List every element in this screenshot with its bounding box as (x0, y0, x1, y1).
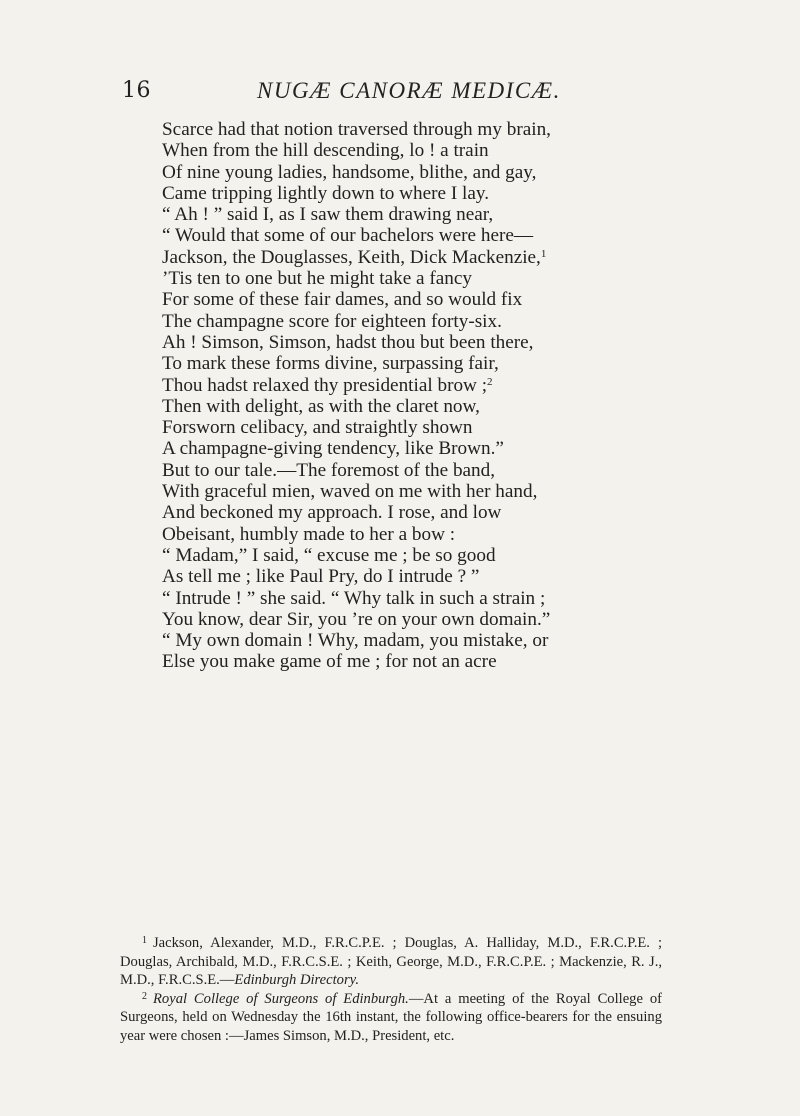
running-title: NUGÆ CANORÆ MEDICÆ. (257, 78, 561, 103)
footnotes (120, 934, 662, 1045)
poem-line: Obeisant, humbly made to her a bow : (162, 523, 456, 545)
footnote-text: —At a meeting of the Royal College of Surgeons, held on Wednesday the 16th instant, the following office-bearers for the ensuing year were chosen :—James Simson, M.D., President, etc. (120, 990, 662, 1044)
poem-line: Scarce had that notion traversed through my brain, (162, 119, 551, 140)
poem-line: “ Intrude ! ” she said. “ Why talk in such a strain ; (162, 587, 546, 609)
footnote-source: Edinburgh Directory. (234, 972, 359, 988)
poem-line: To mark these forms divine, surpassing fair, (162, 353, 499, 375)
poem-line: Of nine young ladies, handsome, blithe, and gay, (162, 161, 537, 183)
footnote-text: Jackson, Alexander, M.D., F.R.C.P.E. ; Douglas, A. Halliday, M.D., F.R.C.P.E. ; Douglas, Archibald, M.D., F.R.C.S.E. ; Keith, George, M.D., F.R.C.P.E. ; Mackenzie, R. J., M.D., F.R.C.S.E.— (120, 935, 662, 988)
poem-line: “ Madam,” I said, “ excuse me ; be so good (162, 544, 496, 566)
footnote-number: 2 (142, 990, 147, 1002)
poem-line: Ah ! Simson, Simson, hadst thou but been there, (162, 331, 534, 353)
poem-text (162, 119, 662, 673)
poem-line: “ Would that some of our bachelors were here— (162, 225, 534, 247)
poem-line: The champagne score for eighteen forty-six. (162, 310, 502, 332)
poem-line: And beckoned my approach. I rose, and low (162, 502, 502, 524)
poem-line: A champagne-giving tendency, like Brown.” (162, 438, 504, 460)
poem-line: Thou hadst relaxed thy presidential brow ;$^2$ (162, 374, 493, 396)
page-number: 16 (122, 78, 151, 103)
poem-line: “ My own domain ! Why, madam, you mistake, or (162, 630, 549, 652)
poem-line: Came tripping lightly down to where I lay. (162, 182, 490, 204)
running-head (122, 78, 662, 108)
poem-line: Forsworn celibacy, and straightly shown (162, 417, 473, 439)
poem-line: For some of these fair dames, and so would fix (162, 289, 523, 311)
footnote-number: 1 (142, 935, 147, 946)
footnote-source: Royal College of Surgeons of Edinburgh. (153, 990, 409, 1007)
footnote-ref[interactable]: 1 (540, 247, 547, 260)
poem-line: But to our tale.—The foremost of the band, (162, 459, 496, 481)
poem-line: When from the hill descending, lo ! a train (162, 140, 489, 162)
footnote-1 (120, 934, 662, 990)
footnote-2 (120, 990, 662, 1046)
poem-line: ’Tis ten to one but he might take a fancy (162, 268, 472, 290)
poem-line: With graceful mien, waved on me with her hand, (162, 481, 538, 503)
poem-line: Then with delight, as with the claret now, (162, 395, 480, 417)
poem-line: Jackson, the Douglasses, Keith, Dick Mackenzie,$^1$ (162, 246, 547, 268)
poem-line: As tell me ; like Paul Pry, do I intrude ? ” (162, 566, 480, 588)
poem-line: “ Ah ! ” said I, as I saw them drawing near, (162, 204, 494, 226)
poem-line: You know, dear Sir, you ’re on your own domain.” (162, 608, 551, 630)
footnote-ref[interactable]: 2 (487, 375, 493, 388)
poem-line: Else you make game of me ; for not an acre (162, 651, 497, 673)
